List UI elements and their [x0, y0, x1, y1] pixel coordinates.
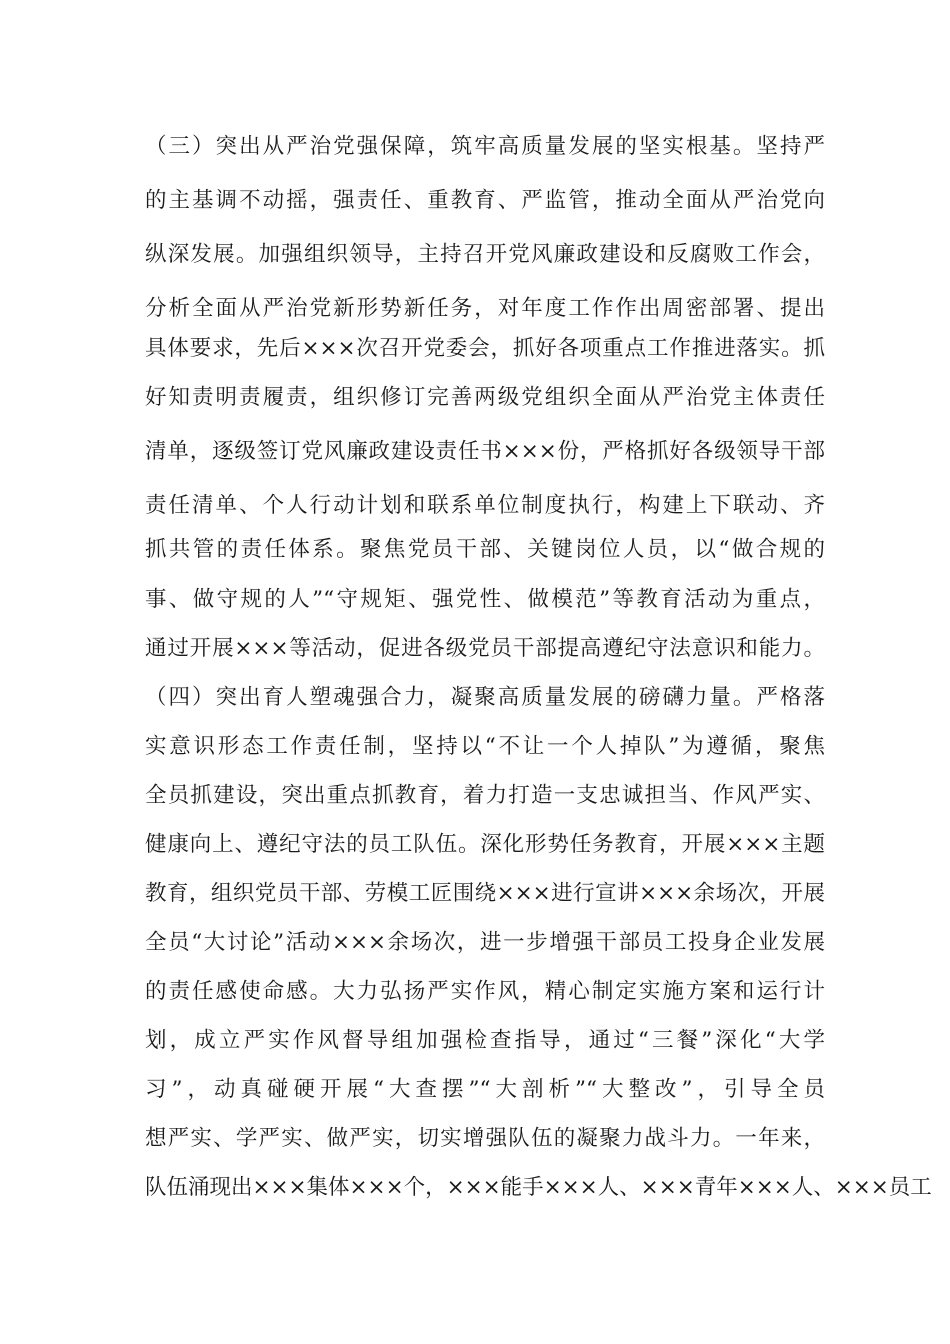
text-line: 的责任感使命感。大力弘扬严实作风，精心制定实施方案和运行计: [145, 979, 825, 1004]
text-line: 队伍涌现出×××集体×××个，×××能手×××人、×××青年×××人、×××员工: [145, 1175, 932, 1200]
text-line: 划，成立严实作风督导组加强检查指导，通过“三餐”深化“大学: [145, 1028, 825, 1053]
text-line: 教育，组织党员干部、劳模工匠围绕×××进行宣讲×××余场次，开展: [145, 881, 825, 906]
text-line: 抓共管的责任体系。聚焦党员干部、关键岗位人员，以“做合规的: [145, 537, 825, 562]
text-line: 的主基调不动摇，强责任、重教育、严监管，推动全面从严治党向: [145, 188, 825, 213]
text-line: 实意识形态工作责任制，坚持以“不让一个人掉队”为遵循，聚焦: [145, 734, 825, 759]
text-line: 清单，逐级签订党风廉政建设责任书×××份，严格抓好各级领导干部: [145, 439, 825, 464]
text-line: 分析全面从严治党新形势新任务，对年度工作作出周密部署、提出: [145, 296, 825, 321]
text-line: 全员抓建设，突出重点抓教育，着力打造一支忠诚担当、作风严实、: [145, 783, 825, 808]
text-line: 事、做守规的人”“守规矩、强党性、做模范”等教育活动为重点，: [145, 587, 825, 612]
text-line: 习”，动真碰硬开展“大查摆”“大剖析”“大整改”，引导全员: [145, 1077, 825, 1102]
text-line: 好知责明责履责，组织修订完善两级党组织全面从严治党主体责任: [145, 385, 825, 410]
text-line: 健康向上、遵纪守法的员工队伍。深化形势任务教育，开展×××主题: [145, 832, 825, 857]
text-line: （四）突出育人塑魂强合力，凝聚高质量发展的磅礴力量。严格落: [145, 685, 825, 710]
text-line: 全员“大讨论”活动×××余场次，进一步增强干部员工投身企业发展: [145, 930, 825, 955]
text-line: 具体要求，先后×××次召开党委会，抓好各项重点工作推进落实。抓: [145, 336, 825, 361]
text-line: 纵深发展。加强组织领导，主持召开党风廉政建设和反腐败工作会，: [145, 242, 825, 267]
text-line: （三）突出从严治党强保障，筑牢高质量发展的坚实根基。坚持严: [145, 134, 825, 159]
text-line: 责任清单、个人行动计划和联系单位制度执行，构建上下联动、齐: [145, 493, 825, 518]
text-line: 通过开展×××等活动，促进各级党员干部提高遵纪守法意识和能力。: [145, 636, 825, 661]
text-line: 想严实、学严实、做严实，切实增强队伍的凝聚力战斗力。一年来，: [145, 1126, 825, 1151]
